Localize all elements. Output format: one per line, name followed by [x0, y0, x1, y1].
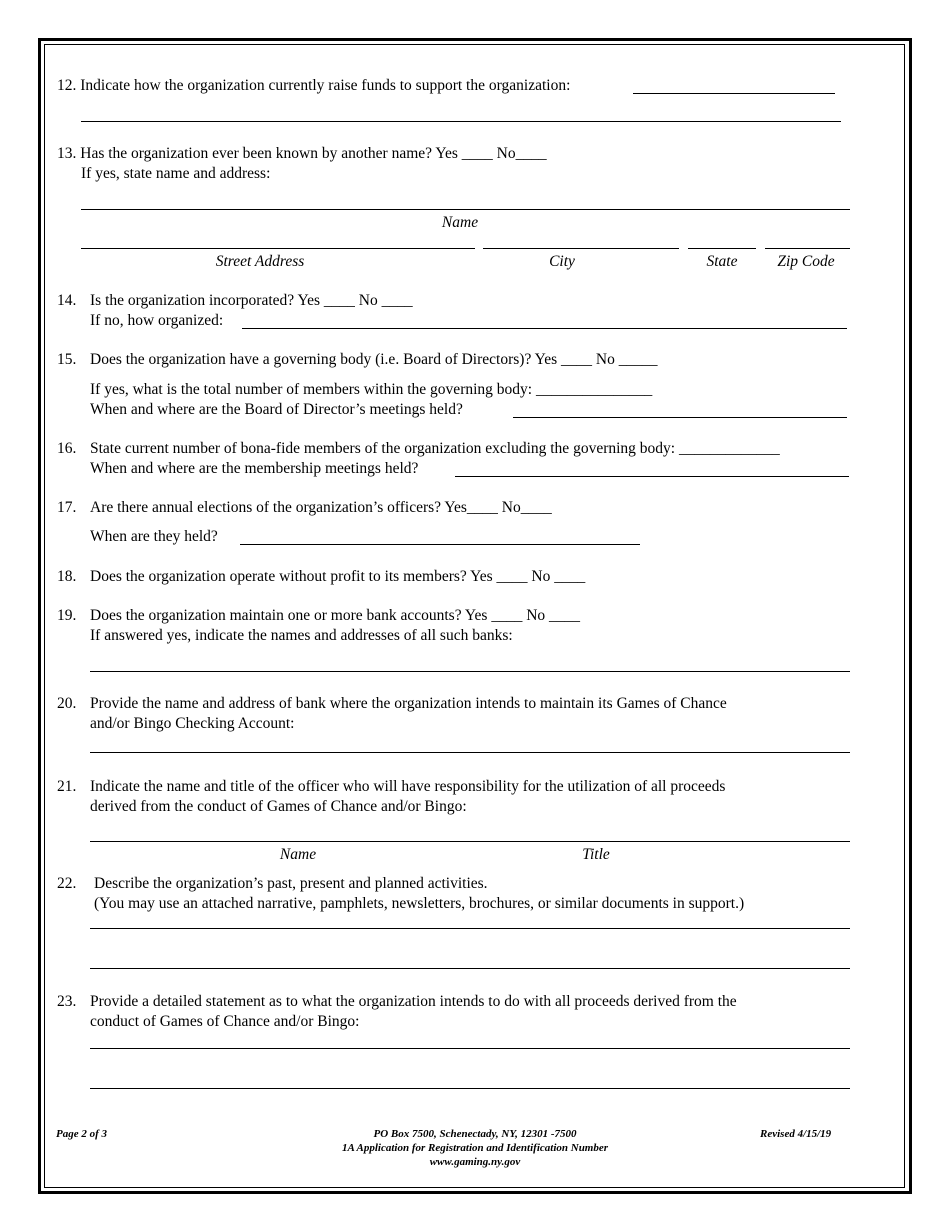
footer-form-name: 1A Application for Registration and Identification Number: [341, 1142, 609, 1154]
question-16-sub: When and where are the membership meetings held?: [90, 460, 419, 477]
answer-line-19[interactable]: [90, 671, 850, 672]
question-13-sub: If yes, state name and address:: [81, 165, 271, 182]
question-20: Provide the name and address of bank where the organization intends to maintain its Games of Chance: [90, 695, 727, 712]
answer-line-22a[interactable]: [90, 928, 850, 929]
question-15-number: 15.: [57, 351, 77, 368]
answer-line-13-state[interactable]: [688, 248, 756, 249]
question-15-sub1: If yes, what is the total number of members within the governing body: _______________: [90, 381, 653, 398]
question-17-sub: When are they held?: [90, 528, 218, 545]
label-officer-name: Name: [279, 846, 317, 863]
label-street-address: Street Address: [215, 253, 305, 270]
question-19-sub: If answered yes, indicate the names and addresses of all such banks:: [90, 627, 513, 644]
question-21: Indicate the name and title of the officer who will have responsibility for the utilization of all proceeds: [90, 778, 726, 795]
question-15: Does the organization have a governing body (i.e. Board of Directors)? Yes ____ No _____: [90, 351, 658, 368]
question-23: Provide a detailed statement as to what the organization intends to do with all proceeds derived from the: [90, 993, 737, 1010]
question-22-number: 22.: [57, 875, 77, 892]
answer-line-17[interactable]: [240, 544, 640, 545]
label-zip-code: Zip Code: [777, 253, 835, 270]
question-19-number: 19.: [57, 607, 77, 624]
question-22-sub: (You may use an attached narrative, pamphlets, newsletters, brochures, or similar documents in support.): [94, 895, 745, 912]
footer-website[interactable]: www.gaming.ny.gov: [429, 1156, 521, 1168]
label-officer-title: Title: [582, 846, 610, 863]
answer-line-22b[interactable]: [90, 968, 850, 969]
question-22: Describe the organization’s past, present and planned activities.: [94, 875, 488, 892]
question-16-number: 16.: [57, 440, 77, 457]
question-21-number: 21.: [57, 778, 77, 795]
question-21-sub: derived from the conduct of Games of Chance and/or Bingo:: [90, 798, 467, 815]
question-14: Is the organization incorporated? Yes ____ No ____: [90, 292, 413, 309]
question-20-number: 20.: [57, 695, 77, 712]
answer-line-15[interactable]: [513, 417, 847, 418]
answer-line-13-zip[interactable]: [765, 248, 850, 249]
question-14-sub: If no, how organized:: [90, 312, 224, 329]
question-13: 13. Has the organization ever been known by another name? Yes ____ No____: [57, 145, 547, 162]
answer-line-14[interactable]: [242, 328, 847, 329]
answer-line-13-city[interactable]: [483, 248, 679, 249]
footer-revised-date: Revised 4/15/19: [760, 1128, 832, 1140]
question-23-number: 23.: [57, 993, 77, 1010]
question-20-sub: and/or Bingo Checking Account:: [90, 715, 295, 732]
label-name: Name: [441, 214, 479, 231]
question-19: Does the organization maintain one or more bank accounts? Yes ____ No ____: [90, 607, 581, 624]
answer-line-16[interactable]: [455, 476, 849, 477]
question-16: State current number of bona-fide members of the organization excluding the governing body: _____________: [90, 440, 780, 457]
answer-line-21[interactable]: [90, 841, 850, 842]
question-14-number: 14.: [57, 292, 77, 309]
question-12: 12. Indicate how the organization currently raise funds to support the organization:: [57, 77, 571, 94]
answer-line-13-street[interactable]: [81, 248, 475, 249]
question-17: Are there annual elections of the organization’s officers? Yes____ No____: [90, 499, 552, 516]
footer-page-number: Page 2 of 3: [56, 1128, 108, 1140]
footer-address: PO Box 7500, Schenectady, NY, 12301 -7500: [373, 1128, 577, 1140]
answer-line-20[interactable]: [90, 752, 850, 753]
answer-line-13-name[interactable]: [81, 209, 850, 210]
label-state: State: [706, 253, 738, 270]
question-23-sub: conduct of Games of Chance and/or Bingo:: [90, 1013, 360, 1030]
answer-line-12b[interactable]: [81, 121, 841, 122]
answer-line-12a[interactable]: [633, 93, 835, 94]
question-17-number: 17.: [57, 499, 77, 516]
answer-line-23a[interactable]: [90, 1048, 850, 1049]
question-18-number: 18.: [57, 568, 77, 585]
question-15-sub2: When and where are the Board of Director’s meetings held?: [90, 401, 463, 418]
answer-line-23b[interactable]: [90, 1088, 850, 1089]
question-18: Does the organization operate without profit to its members? Yes ____ No ____: [90, 568, 586, 585]
label-city: City: [549, 253, 575, 270]
